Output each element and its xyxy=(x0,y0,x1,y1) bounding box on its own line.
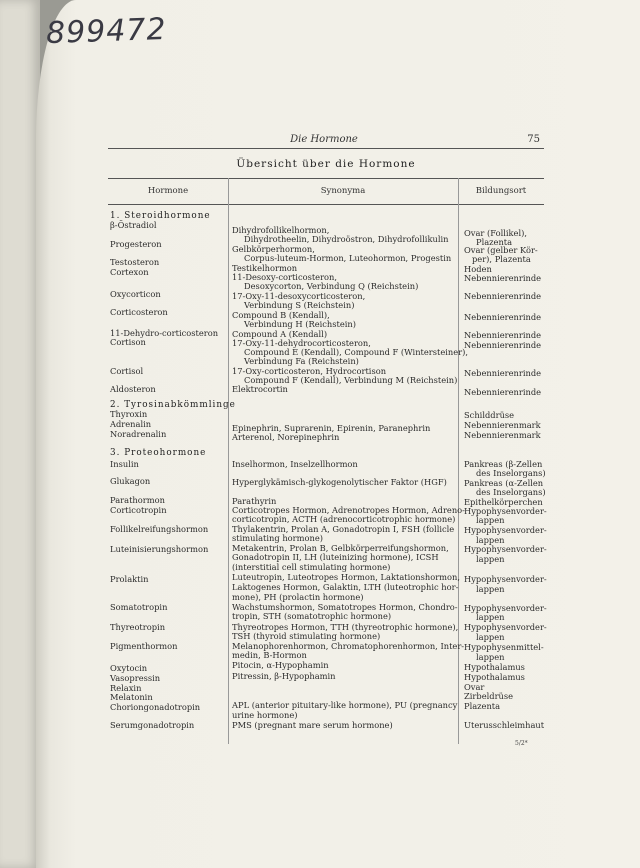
synonym-line: Inselhormon, Inselzellhormon xyxy=(232,459,358,469)
hormone-name: Cortexon xyxy=(110,267,149,277)
synonym-line: Wachstumshormon, Somatotropes Hormon, Chondro- xyxy=(232,602,458,612)
bildungsort-line: Hypothalamus xyxy=(464,672,525,682)
running-head-title: Die Hormone xyxy=(290,134,358,145)
synonym-line: Gonadotropin II, LH (luteinizing hormone), ICSH xyxy=(232,552,439,562)
hormone-name: Serumgonadotropin xyxy=(110,720,195,730)
synonym-line: Parathyrin xyxy=(232,496,277,506)
bildungsort-line: Hypophysenvorder- xyxy=(464,574,547,584)
synonym-line: Compound B (Kendall), xyxy=(232,310,330,320)
table-title: Übersicht über die Hormone xyxy=(236,158,416,170)
synonym-line: 17-Oxy-corticosteron, Hydrocortison xyxy=(232,366,387,376)
bildungsort-line: Epithelkörperchen xyxy=(464,497,543,507)
bildungsort-line: Hypophysenmittel- xyxy=(464,642,544,652)
bildungsort-line: lappen xyxy=(476,584,505,594)
hormone-name: Follikelreifungshormon xyxy=(110,524,209,534)
synonym-line: APL (anterior pituitary-like hormone), PU (pregnancy xyxy=(232,700,458,710)
bildungsort-line: des Inselorgans) xyxy=(476,468,546,478)
bildungsort-line: Ovar (gelber Kör- xyxy=(464,245,538,255)
bildungsort-line: Plazenta xyxy=(464,701,501,711)
handwritten-id: 899472 xyxy=(45,11,168,52)
synonym-line: Desoxycorton, Verbindung Q (Reichstein) xyxy=(244,281,419,291)
bildungsort-line: Nebennierenrinde xyxy=(464,368,542,378)
bildungsort-line: Uterusschleimhaut xyxy=(464,720,545,730)
bildungsort-line: lappen xyxy=(476,632,505,642)
bildungsort-line: Plazenta xyxy=(476,237,513,247)
bildungsort-line: Ovar (Follikel), xyxy=(464,228,528,238)
hormone-name: Glukagon xyxy=(110,476,151,486)
section-heading: 1. Steroidhormone xyxy=(110,211,211,221)
bildungsort-line: Ovar xyxy=(464,682,485,692)
bildungsort-line: Hypophysenvorder- xyxy=(464,622,547,632)
bildungsort-line: Nebennierenrinde xyxy=(464,330,542,340)
bildungsort-line: Zirbeldrüse xyxy=(464,691,514,701)
synonym-line: Pitressin, β-Hypophamin xyxy=(232,671,336,681)
hormone-name: Vasopressin xyxy=(110,673,161,683)
hormone-name: Pigmenthormon xyxy=(110,641,178,651)
synonym-line: Corpus-luteum-Hormon, Luteohormon, Progestin xyxy=(244,253,452,263)
synonym-line: Thyreotropes Hormon, TTH (thyreotrophic hormone), xyxy=(232,622,459,632)
page-number: 75 xyxy=(527,134,540,145)
synonym-line: PMS (pregnant mare serum hormone) xyxy=(232,720,393,730)
bildungsort-line: Hypophysenvorder- xyxy=(464,525,547,535)
synonym-line: Melanophorenhormon, Chromatophorenhormon, Inter- xyxy=(232,641,465,651)
bildungsort-line: Nebennierenmark xyxy=(464,420,541,430)
hormone-name: Corticotropin xyxy=(110,505,167,515)
bildungsort-line: Hypophysenvorder- xyxy=(464,544,547,554)
synonym-line: Compound E (Kendall), Compound F (Wintersteiner), xyxy=(244,347,469,357)
bildungsort-line: Nebennierenrinde xyxy=(464,273,542,283)
bildungsort-line: lappen xyxy=(476,535,505,545)
bildungsort-line: Hoden xyxy=(464,264,492,274)
hormone-name: β-Östradiol xyxy=(110,220,157,230)
synonym-line: Verbindung H (Reichstein) xyxy=(244,319,357,329)
column-divider xyxy=(458,178,459,744)
synonym-line: 11-Desoxy-corticosteron, xyxy=(232,272,338,282)
synonym-line: urine hormone) xyxy=(232,710,298,720)
bildungsort-line: Hypophysenvorder- xyxy=(464,603,547,613)
hormone-name: Thyroxin xyxy=(110,409,148,419)
bildungsort-line: Nebennierenrinde xyxy=(464,291,542,301)
table-header-rule xyxy=(108,204,544,205)
bildungsort-line: lappen xyxy=(476,554,505,564)
synonym-line: tropin, STH (somatotrophic hormone) xyxy=(232,611,392,621)
synonym-line: mone), PH (prolactin hormone) xyxy=(232,592,364,602)
synonym-line: Elektrocortin xyxy=(232,384,288,394)
left-page-edge xyxy=(0,0,40,868)
bildungsort-line: Pankreas (β-Zellen xyxy=(464,459,543,469)
hormone-name: Adrenalin xyxy=(110,419,152,429)
synonym-line: Luteutropin, Luteotropes Hormon, Laktationshormon, xyxy=(232,572,460,582)
synonym-line: Hyperglykämisch-glykogenolytischer Faktor (HGF) xyxy=(232,477,447,487)
column-header-bildungsort: Bildungsort xyxy=(475,186,527,196)
bildungsort-line: Nebennierenrinde xyxy=(464,340,542,350)
hormone-name: Somatotropin xyxy=(110,602,168,612)
running-head-rule xyxy=(108,148,544,149)
synonym-line: 17-Oxy-11-desoxycorticosteron, xyxy=(232,291,366,301)
bildungsort-line: Nebennierenrinde xyxy=(464,312,542,322)
hormone-name: Aldosteron xyxy=(110,384,156,394)
hormone-name: Melatonin xyxy=(110,692,153,702)
synonym-line: (interstitial cell stimulating hormone) xyxy=(232,562,391,572)
synonym-line: TSH (thyroid stimulating hormone) xyxy=(232,631,381,641)
bildungsort-line: Hypothalamus xyxy=(464,662,525,672)
synonym-line: Thylakentrin, Prolan A, Gonadotropin I, FSH (follicle xyxy=(232,524,455,534)
synonym-line: Verbindung S (Reichstein) xyxy=(244,300,355,310)
hormone-name: Oxytocin xyxy=(110,663,148,673)
table-top-rule xyxy=(108,178,544,179)
synonym-line: Testikelhormon xyxy=(232,263,298,273)
synonym-line: Dihydrotheelin, Dihydroöstron, Dihydrofollikulin xyxy=(244,234,449,244)
hormone-name: 11-Dehydro-corticosteron xyxy=(110,328,219,338)
synonym-line: Compound F (Kendall), Verbindung M (Reichstein) xyxy=(244,375,458,385)
column-header-synonyma: Synonyma xyxy=(320,186,366,196)
synonym-line: 17-Oxy-11-dehydrocorticosteron, xyxy=(232,338,371,348)
section-heading: 2. Tyrosinabkömmlinge xyxy=(110,400,236,410)
bildungsort-line: Pankreas (α-Zellen xyxy=(464,478,544,488)
hormone-name: Cortison xyxy=(110,337,146,347)
bildungsort-line: lappen xyxy=(476,515,505,525)
synonym-line: Verbindung Fa (Reichstein) xyxy=(244,356,359,366)
bildungsort-line: per), Plazenta xyxy=(472,254,531,264)
hormone-name: Choriongonadotropin xyxy=(110,702,201,712)
bildungsort-line: lappen xyxy=(476,612,505,622)
synonym-line: Compound A (Kendall) xyxy=(232,329,328,339)
hormone-name: Thyreotropin xyxy=(110,622,166,632)
bildungsort-line: lappen xyxy=(476,652,505,662)
hormone-name: Prolaktin xyxy=(110,574,149,584)
hormone-name: Testosteron xyxy=(110,257,160,267)
hormone-name: Noradrenalin xyxy=(110,429,167,439)
hormone-name: Luteinisierungshormon xyxy=(110,544,209,554)
bildungsort-line: Schilddrüse xyxy=(464,410,515,420)
bildungsort-line: Nebennierenmark xyxy=(464,430,541,440)
hormone-name: Oxycorticon xyxy=(110,289,161,299)
synonym-line: Laktogenes Hormon, Galaktin, LTH (luteotrophic hor- xyxy=(232,582,459,592)
hormone-name: Progesteron xyxy=(110,239,162,249)
synonym-line: corticotropin, ACTH (adrenocorticotrophic hormone) xyxy=(232,514,456,524)
column-divider xyxy=(228,178,229,744)
synonym-line: Corticotropes Hormon, Adrenotropes Hormon, Adreno- xyxy=(232,505,465,515)
hormone-name: Parathormon xyxy=(110,495,165,505)
section-heading: 3. Proteohormone xyxy=(110,448,207,458)
synonym-line: Epinephrin, Suprarenin, Epirenin, Paranephrin xyxy=(232,423,431,433)
hormone-name: Insulin xyxy=(110,459,139,469)
hormone-name: Relaxin xyxy=(110,683,142,693)
bildungsort-line: Nebennierenrinde xyxy=(464,387,542,397)
synonym-line: medin, B-Hormon xyxy=(232,650,307,660)
synonym-line: Pitocin, α-Hypophamin xyxy=(232,660,329,670)
hormone-name: Corticosteron xyxy=(110,307,168,317)
synonym-line: stimulating hormone) xyxy=(232,533,323,543)
synonym-line: Gelbkörperhormon, xyxy=(232,244,315,254)
column-header-hormone: Hormone xyxy=(147,186,189,196)
hormone-name: Cortisol xyxy=(110,366,144,376)
signature-mark: 5/2* xyxy=(515,740,528,747)
synonym-line: Dihydrofollikelhormon, xyxy=(232,225,330,235)
running-head xyxy=(108,134,540,148)
synonym-line: Arterenol, Norepinephrin xyxy=(232,432,340,442)
bildungsort-line: Hypophysenvorder- xyxy=(464,506,547,516)
bildungsort-line: des Inselorgans) xyxy=(476,487,546,497)
synonym-line: Metakentrin, Prolan B, Gelbkörperreifungshormon, xyxy=(232,543,449,553)
